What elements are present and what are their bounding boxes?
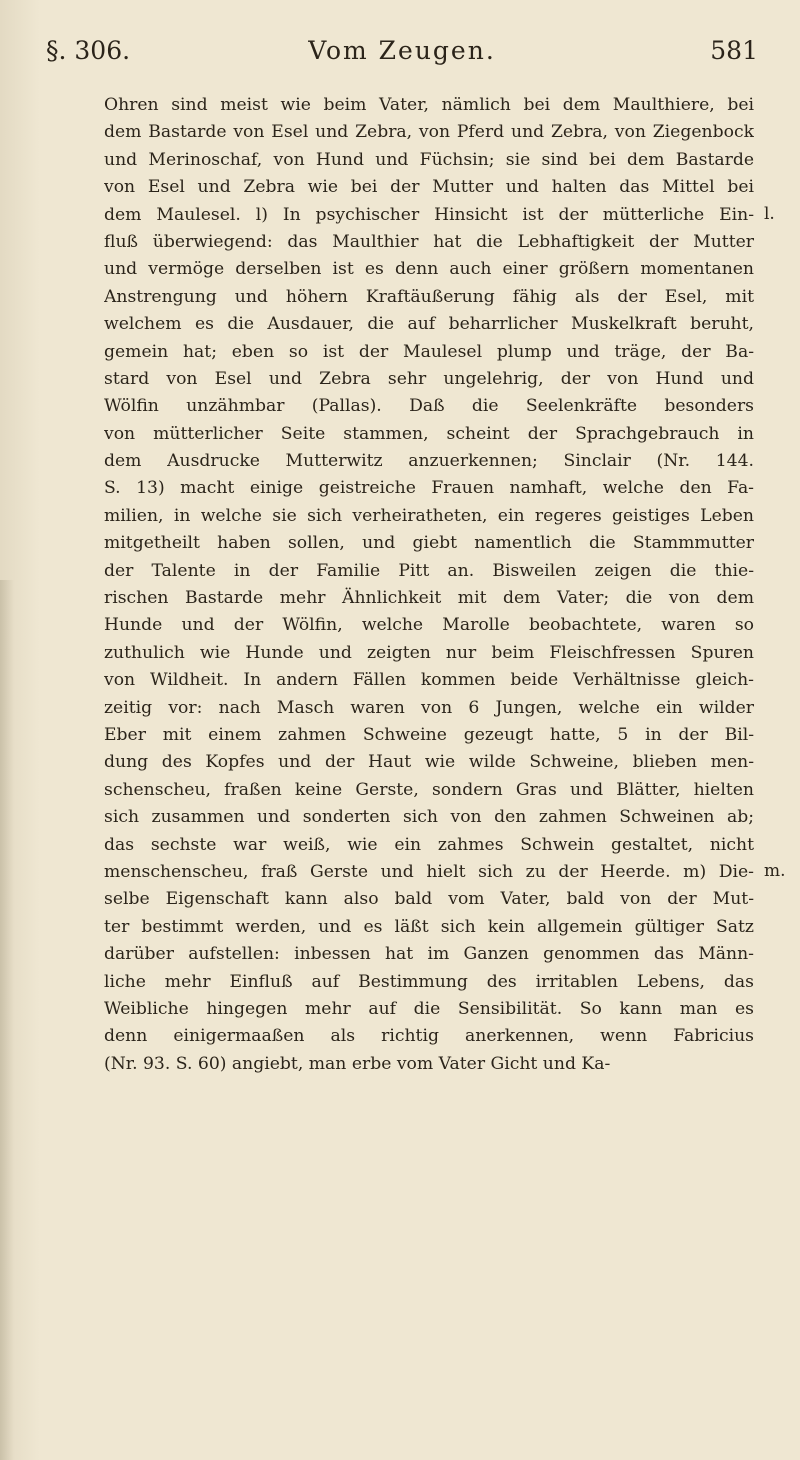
text-line: zuthulich wie Hunde und zeigten nur beim Fleischfressen Spuren bbox=[104, 642, 754, 663]
text-line: Wölfin unzähmbar (Pallas). Daß die Seelenkräfte besonders bbox=[104, 396, 754, 417]
text-line: (Nr. 93. S. 60) angiebt, man erbe vom Vater Gicht und Ka- bbox=[104, 1053, 611, 1074]
text-line: von Wildheit. In andern Fällen kommen beide Verhältnisse gleich- bbox=[104, 670, 754, 691]
text-line: und vermöge derselben ist es denn auch einer größern momentanen bbox=[104, 259, 754, 280]
text-line: Hunde und der Wölfin, welche Marolle beobachtete, waren so bbox=[104, 615, 754, 636]
text-line: selbe Eigenschaft kann also bald vom Vater, bald von der Mut- bbox=[104, 889, 754, 910]
text-line: von mütterlicher Seite stammen, scheint der Sprachgebrauch in bbox=[104, 423, 754, 444]
text-line: mitgetheilt haben sollen, und giebt namentlich die Stammmutter bbox=[104, 533, 754, 554]
text-line: Weibliche hingegen mehr auf die Sensibilität. So kann man es bbox=[104, 998, 754, 1019]
page-fold-shadow bbox=[0, 580, 14, 1460]
text-line: zeitig vor: nach Masch waren von 6 Jungen, welche ein wilder bbox=[104, 697, 754, 718]
text-line: milien, in welche sie sich verheiratheten, ein regeres geistiges Leben bbox=[104, 505, 754, 526]
text-line: dem Ausdrucke Mutterwitz anzuerkennen; Sinclair (Nr. 144. bbox=[104, 451, 754, 472]
text-line: ter bestimmt werden, und es läßt sich kein allgemein gültiger Satz bbox=[104, 916, 754, 937]
text-line: menschenscheu, fraß Gerste und hielt sich zu der Heerde. m) Die- bbox=[104, 861, 754, 882]
text-line: stard von Esel und Zebra sehr ungelehrig, der von Hund und bbox=[104, 368, 754, 389]
text-line: Eber mit einem zahmen Schweine gezeugt hatte, 5 in der Bil- bbox=[104, 724, 754, 745]
text-line: Anstrengung und höhern Kraftäußerung fähig als der Esel, mit bbox=[104, 286, 754, 307]
text-line: dem Maulesel. l) In psychischer Hinsicht ist der mütterliche Ein- bbox=[104, 204, 754, 225]
text-line: von Esel und Zebra wie bei der Mutter und halten das Mittel bei bbox=[104, 177, 754, 198]
text-line: rischen Bastarde mehr Ähnlichkeit mit dem Vater; die von dem bbox=[104, 588, 754, 609]
margin-note-l: l. bbox=[764, 204, 775, 224]
text-line: sich zusammen und sonderten sich von den zahmen Schweinen ab; bbox=[104, 807, 754, 828]
text-line: Ohren sind meist wie beim Vater, nämlich bei dem Maulthiere, bei bbox=[104, 95, 754, 115]
text-line: fluß überwiegend: das Maulthier hat die Lebhaftigkeit der Mutter bbox=[104, 231, 754, 252]
text-line: dem Bastarde von Esel und Zebra, von Pferd und Zebra, von Ziegenbock bbox=[104, 122, 754, 143]
text-line: liche mehr Einfluß auf Bestimmung des irritablen Lebens, das bbox=[104, 971, 754, 992]
text-line: dung des Kopfes und der Haut wie wilde Schweine, blieben men- bbox=[104, 752, 754, 773]
text-line: schenscheu, fraßen keine Gerste, sondern Gras und Blätter, hielten bbox=[104, 779, 754, 800]
text-line: S. 13) macht einige geistreiche Frauen namhaft, welche den Fa- bbox=[104, 478, 754, 499]
text-line: darüber aufstellen: inbessen hat im Ganzen genommen das Männ- bbox=[104, 944, 754, 965]
text-line: der Talente in der Familie Pitt an. Bisweilen zeigen die thie- bbox=[104, 560, 754, 581]
text-line: gemein hat; eben so ist der Maulesel plump und träge, der Ba- bbox=[104, 341, 754, 362]
margin-note-m: m. bbox=[764, 861, 786, 881]
body-text bbox=[104, 92, 754, 1078]
page-title: Vom Zeugen. bbox=[308, 36, 496, 65]
text-line: und Merinoschaf, von Hund und Füchsin; sie sind bei dem Bastarde bbox=[104, 149, 754, 170]
running-header bbox=[46, 30, 758, 80]
page-number: 581 bbox=[710, 36, 758, 65]
text-line: denn einigermaaßen als richtig anerkennen, wenn Fabricius bbox=[104, 1026, 754, 1047]
text-line: das sechste war weiß, wie ein zahmes Schwein gestaltet, nicht bbox=[104, 834, 754, 855]
section-number: §. 306. bbox=[46, 36, 131, 65]
text-line: welchem es die Ausdauer, die auf beharrlicher Muskelkraft beruht, bbox=[104, 314, 754, 335]
